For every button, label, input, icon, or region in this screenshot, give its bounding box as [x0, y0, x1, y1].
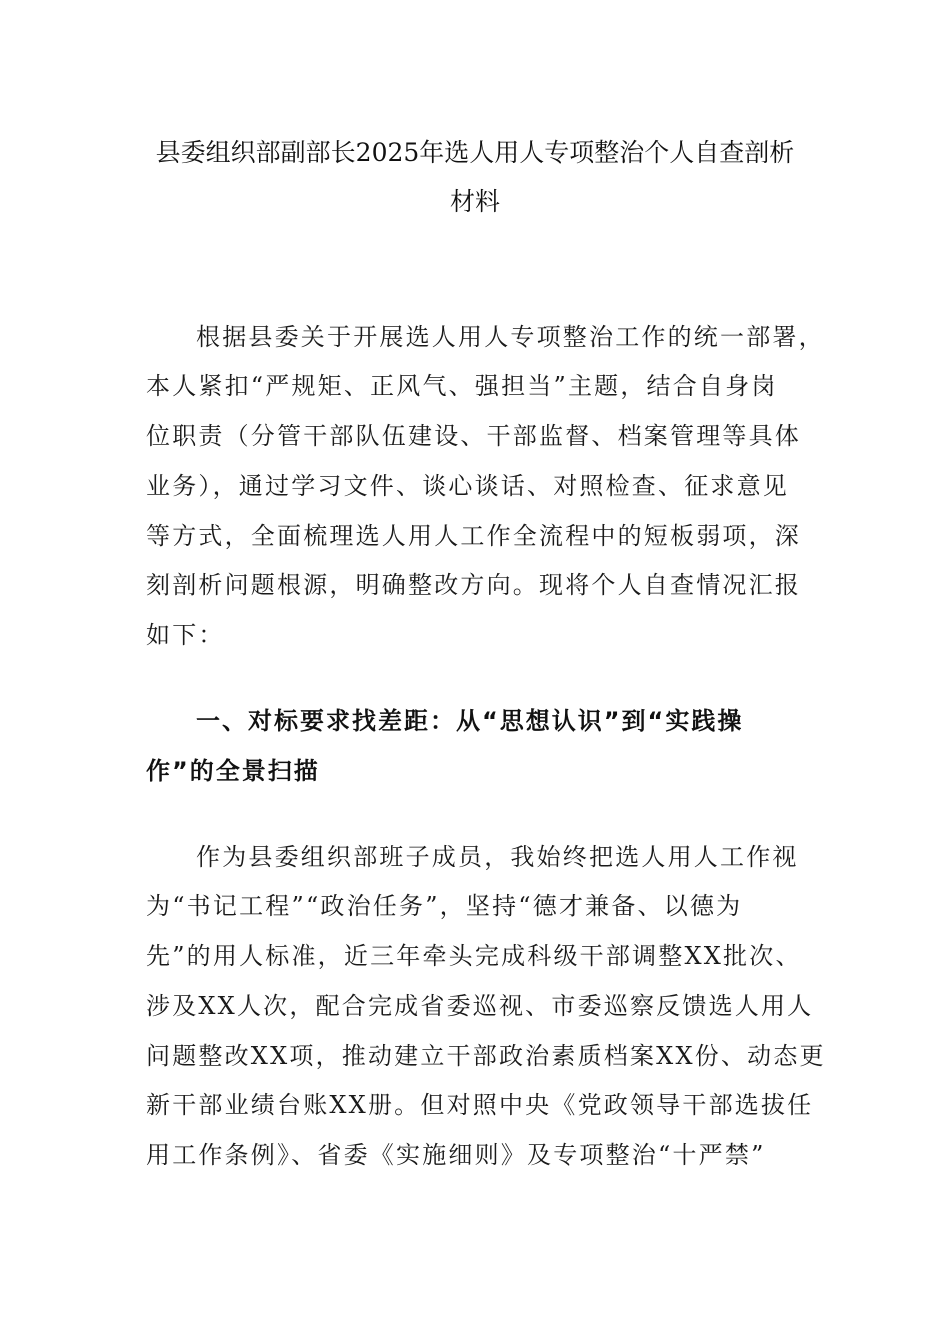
paragraph-2-line-5: 问题整改XX项，推动建立干部政治素质档案XX份、动态更: [146, 1042, 826, 1070]
paragraph-1-line-2: 本人紧扣“严规矩、正风气、强担当”主题，结合自身岗: [146, 372, 778, 400]
document-title-line-2: 材料: [449, 187, 500, 216]
document-title-line-1: 县委组织部副部长2025年选人用人专项整治个人自查剖析: [155, 138, 795, 167]
paragraph-2-line-2: 为“书记工程”“政治任务”，坚持“德才兼备、以德为: [146, 892, 743, 920]
paragraph-1-line-4: 业务），通过学习文件、谈心谈话、对照检查、征求意见: [146, 472, 789, 500]
paragraph-2-line-1: 作为县委组织部班子成员，我始终把选人用人工作视: [196, 843, 799, 871]
paragraph-2-line-6: 新干部业绩台账XX册。但对照中央《党政领导干部选拔任: [146, 1091, 814, 1119]
paragraph-1-line-6: 刻剖析问题根源，明确整改方向。现将个人自查情况汇报: [146, 571, 801, 599]
paragraph-1-line-1: 根据县委关于开展选人用人专项整治工作的统一部署，: [196, 323, 825, 351]
section-heading-1-line-2: 作”的全景扫描: [146, 757, 320, 785]
paragraph-2-line-3: 先”的用人标准，近三年牵头完成科级干部调整XX批次、: [146, 942, 802, 970]
paragraph-1-line-7: 如下：: [146, 621, 225, 649]
paragraph-2-line-7: 用工作条例》、省委《实施细则》及专项整治“十严禁”: [146, 1141, 766, 1169]
paragraph-1-line-3: 位职责（分管干部队伍建设、干部监督、档案管理等具体: [146, 422, 801, 450]
paragraph-1-line-5: 等方式，全面梳理选人用人工作全流程中的短板弱项，深: [146, 522, 801, 550]
section-heading-1-line-1: 一、对标要求找差距：从“思想认识”到“实践操: [196, 707, 744, 735]
paragraph-2-line-4: 涉及XX人次，配合完成省委巡视、市委巡察反馈选人用人: [146, 992, 814, 1020]
